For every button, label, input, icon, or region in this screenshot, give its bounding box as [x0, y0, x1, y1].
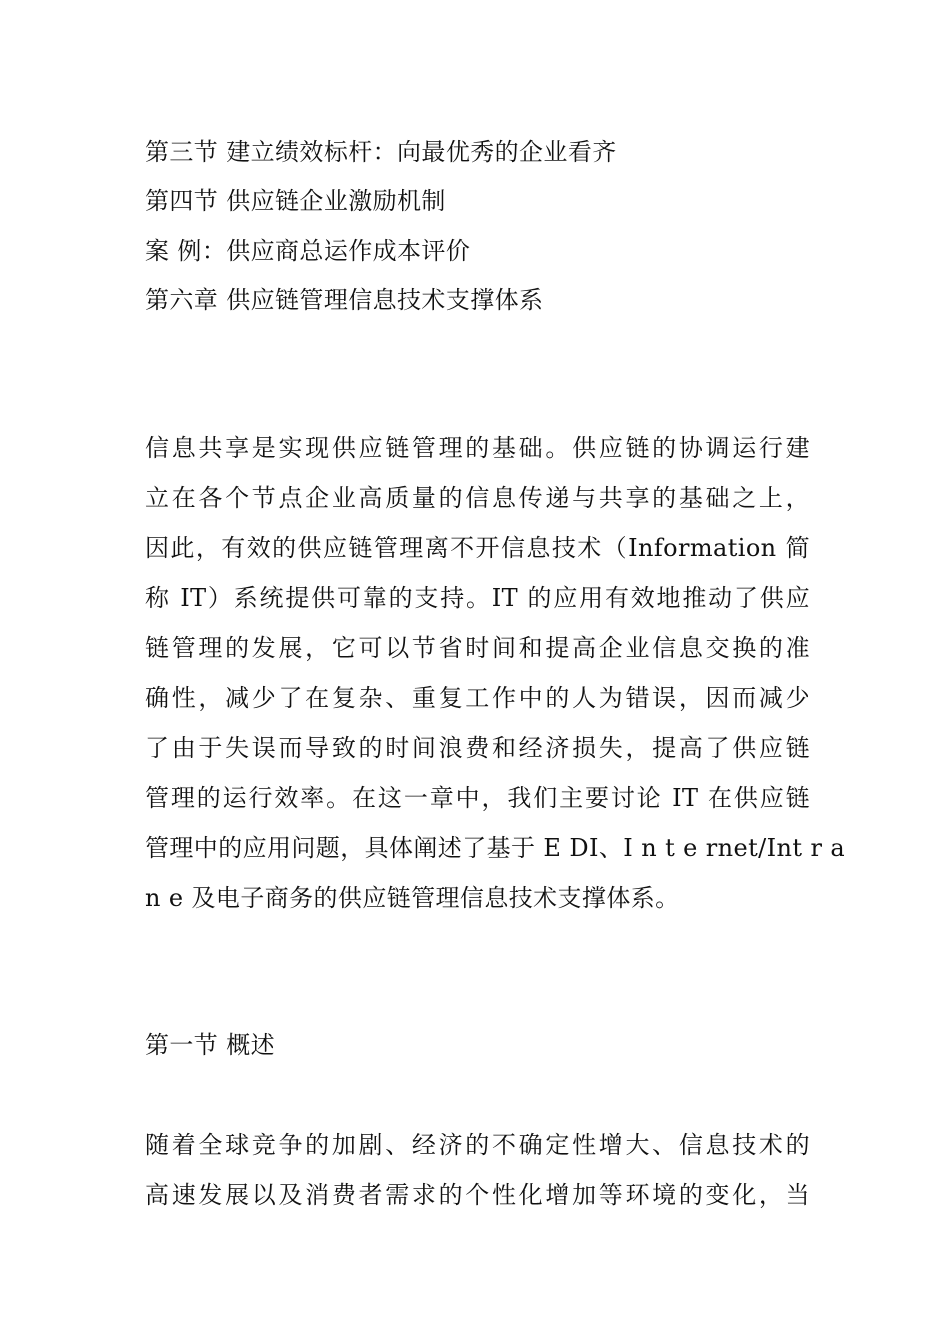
section-paragraph-line: 随着全球竞争的加剧、经济的不确定性增大、信息技术的 [145, 1131, 810, 1159]
intro-paragraph-line: 管理中的应用问题，具体阐述了基于 E DI、I n t e rnet/Int r a [145, 834, 846, 862]
intro-paragraph-line: 确性，减少了在复杂、重复工作中的人为错误，因而减少 [145, 684, 810, 712]
intro-paragraph-line: 因此，有效的供应链管理离不开信息技术（Information 简 [145, 534, 810, 562]
section-paragraph-line: 高速发展以及消费者需求的个性化增加等环境的变化，当 [145, 1181, 810, 1209]
toc-line-section-4: 第四节 供应链企业激励机制 [145, 187, 446, 215]
toc-line-section-3: 第三节 建立绩效标杆：向最优秀的企业看齐 [145, 138, 617, 166]
intro-paragraph-line: 称 IT）系统提供可靠的支持。IT 的应用有效地推动了供应 [145, 584, 810, 612]
intro-paragraph-line: 管理的运行效率。在这一章中，我们主要讨论 IT 在供应链 [145, 784, 810, 812]
intro-paragraph-line: 立在各个节点企业高质量的信息传递与共享的基础之上， [145, 484, 810, 512]
section-heading: 第一节 概述 [145, 1031, 276, 1059]
intro-paragraph-line: 信息共享是实现供应链管理的基础。供应链的协调运行建 [145, 434, 810, 462]
intro-paragraph-line: 了由于失误而导致的时间浪费和经济损失，提高了供应链 [145, 734, 810, 762]
intro-paragraph-line: 链管理的发展，它可以节省时间和提高企业信息交换的准 [145, 634, 810, 662]
toc-line-case: 案 例：供应商总运作成本评价 [145, 237, 471, 265]
toc-line-chapter-6: 第六章 供应链管理信息技术支撑体系 [145, 286, 544, 314]
intro-paragraph-line: n e 及电子商务的供应链管理信息技术支撑体系。 [145, 884, 680, 912]
